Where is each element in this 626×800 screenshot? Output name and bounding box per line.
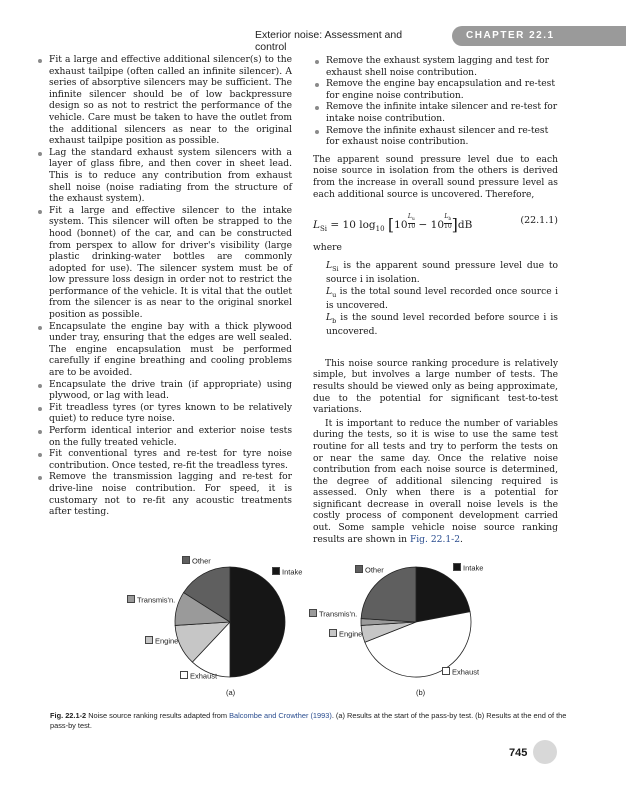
pie-charts-svg xyxy=(0,545,626,715)
definition-item xyxy=(326,261,558,287)
swatch-engine-icon xyxy=(145,636,153,644)
page-number-circle xyxy=(533,740,557,764)
definition-text: is the total sound level recorded once source i is uncovered. xyxy=(326,286,558,312)
definition-symbol: L xyxy=(326,286,333,297)
pie-slice-intake xyxy=(230,567,285,677)
legend-b-other: Other xyxy=(355,565,384,575)
definition-item xyxy=(326,287,558,313)
bullet-item: Lag the standard exhaust system silencers with a layer of glass fibre, and then cover in sheet lead. This is to reduce any contribution from exhaust shell noise (noise radiating from the structure of the exhaust system). xyxy=(36,148,292,206)
swatch-other-icon xyxy=(355,565,363,573)
page-number: 745 xyxy=(509,747,528,759)
paragraph-variables: It is important to reduce the number of variables during the tests, so it is wise to use the same test routine for all tests and try to perform the tests on or near the same day. Once the relative noise contribution from each noise source is determined, the degree of additional silencing required is assessed. Only when there is a potential for significant decrease in overall noise levels is the costly process of component development carried out. Some sample vehicle noise source ranking results are shown in Fig. 22.1-2. xyxy=(313,418,558,545)
legend-b-exhaust: Exhaust xyxy=(442,667,479,677)
swatch-exhaust-icon xyxy=(180,671,188,679)
swatch-other-icon xyxy=(182,556,190,564)
equation-body: $L_{Si} = 10$ $\log_{10} [10$ $^{\frac{L_u}{10}}$ − 10 $^{\frac{L_b}{10}}$ ]dB xyxy=(313,213,473,235)
pie-chart-a xyxy=(175,567,285,677)
definition-subscript: b xyxy=(332,316,337,325)
left-bracket: [ xyxy=(387,215,395,235)
where-label: where xyxy=(313,243,342,254)
bullet-item: Remove the infinite intake silencer and re-test for intake noise contribution. xyxy=(313,102,558,125)
citation-link[interactable]: Balcombe and Crowther (1993) xyxy=(229,711,332,720)
figure-22-1-2 xyxy=(0,545,626,715)
right-bracket: ] xyxy=(451,215,458,235)
legend-a-other: Other xyxy=(182,556,211,566)
bullet-item: Perform identical interior and exterior noise tests on the fully treated vehicle. xyxy=(36,426,292,449)
bullet-item: Remove the infinite exhaust silencer and re-test for exhaust noise contribution. xyxy=(313,126,558,149)
definition-text: is the apparent sound pressure level due to source i in isolation. xyxy=(326,260,558,286)
legend-a-engine: Engine xyxy=(145,636,178,646)
legend-a-intake: Intake xyxy=(272,567,302,577)
right-bullet-list xyxy=(313,56,558,149)
definition-subscript: u xyxy=(332,290,337,299)
definition-symbol: L xyxy=(326,312,333,323)
pie-slice-other xyxy=(361,567,416,622)
left-column xyxy=(36,55,292,519)
swatch-engine-icon xyxy=(329,629,337,637)
pie-chart-b xyxy=(361,567,471,677)
swatch-transmission-icon xyxy=(309,609,317,617)
swatch-transmission-icon xyxy=(127,595,135,603)
figure-caption: Fig. 22.1-2 Noise source ranking results adapted from Balcombe and Crowther (1993). (a) Results at the start of the pass-by test. (b) Results at the end of the pass-by test. xyxy=(50,711,567,730)
bullet-item: Remove the engine bay encapsulation and re-test for engine noise contribution. xyxy=(313,79,558,102)
swatch-exhaust-icon xyxy=(442,667,450,675)
paragraph-ranking-procedure: This noise source ranking procedure is relatively simple, but involves a large number of tests. The results should be viewed only as being approximate, due to the potential for significant test-to-test variations. xyxy=(313,358,558,416)
bullet-item: Encapsulate the drive train (if appropriate) using plywood, or lag with lead. xyxy=(36,380,292,403)
definition-list xyxy=(313,261,558,339)
running-header-title: Exterior noise: Assessment and control xyxy=(255,29,403,53)
equation-22-1-1 xyxy=(313,209,558,235)
bullet-item: Fit treadless tyres (or tyres known to be relatively quiet) to reduce tyre noise. xyxy=(36,403,292,426)
bullet-item: Encapsulate the engine bay with a thick plywood under tray, ensuring that the edges are well sealed. The engine encapsulation must be performed carefully if engine breathing and cooling problems are to be avoided. xyxy=(36,322,292,380)
legend-a-transmission: Transmis'n. xyxy=(127,595,175,605)
definition-symbol: L xyxy=(326,260,333,271)
bullet-item: Fit a large and effective additional silencer(s) to the exhaust tailpipe (often called an infinite silencer). A series of absorptive silencers may be sufficient. The infinite silencer should be of low backpressure design so as not to restrict the performance of the vehicle. Care must be taken to have the outlet from the additional silencers as near to the original exhaust tailpipe position as possible. xyxy=(36,55,292,148)
right-column xyxy=(313,56,558,546)
definition-item xyxy=(326,313,558,339)
legend-b-intake: Intake xyxy=(453,563,483,573)
legend-b-engine: Engine xyxy=(329,629,362,639)
chart-a-label: (a) xyxy=(226,688,236,697)
legend-b-transmission: Transmis'n. xyxy=(309,609,357,619)
bullet-item: Remove the exhaust system lagging and test for exhaust shell noise contribution. xyxy=(313,56,558,79)
definition-subscript: Si xyxy=(332,264,339,273)
chapter-label: CHAPTER 22.1 xyxy=(466,30,555,41)
definition-text: is the sound level recorded before source i is uncovered. xyxy=(326,312,558,338)
figure-link[interactable]: Fig. 22.1-2 xyxy=(409,534,461,545)
legend-a-exhaust: Exhaust xyxy=(180,671,217,681)
paragraph-apparent-level: The apparent sound pressure level due to each noise source in isolation from the others is derived from the increase in overall sound pressure level as each additional source is uncovered. Therefore, xyxy=(313,154,558,200)
bullet-item: Fit conventional tyres and re-test for tyre noise contribution. Once tested, re-fit the treadless tyres. xyxy=(36,449,292,472)
equation-number: (22.1.1) xyxy=(520,215,558,227)
chart-b-label: (b) xyxy=(416,688,426,697)
left-bullet-list xyxy=(36,55,292,519)
bullet-item: Fit a large and effective silencer to the intake system. This silencer will often be strapped to the hood (bonnet) of the car, and can be constructed from perspex to allow for driver's visibility (large plastic drinking-water bottles are commonly adopted for use). The silencer system must be of low pressure loss design in order not to restrict the performance of the vehicle. It is vital that the outlet from the silencer is as near to the original snorkel position as possible. xyxy=(36,206,292,322)
swatch-intake-icon xyxy=(272,567,280,575)
swatch-intake-icon xyxy=(453,563,461,571)
bullet-item: Remove the transmission lagging and re-test for drive-line noise contribution. For speed, it is customary not to re-fit any acoustic treatments after testing. xyxy=(36,472,292,518)
